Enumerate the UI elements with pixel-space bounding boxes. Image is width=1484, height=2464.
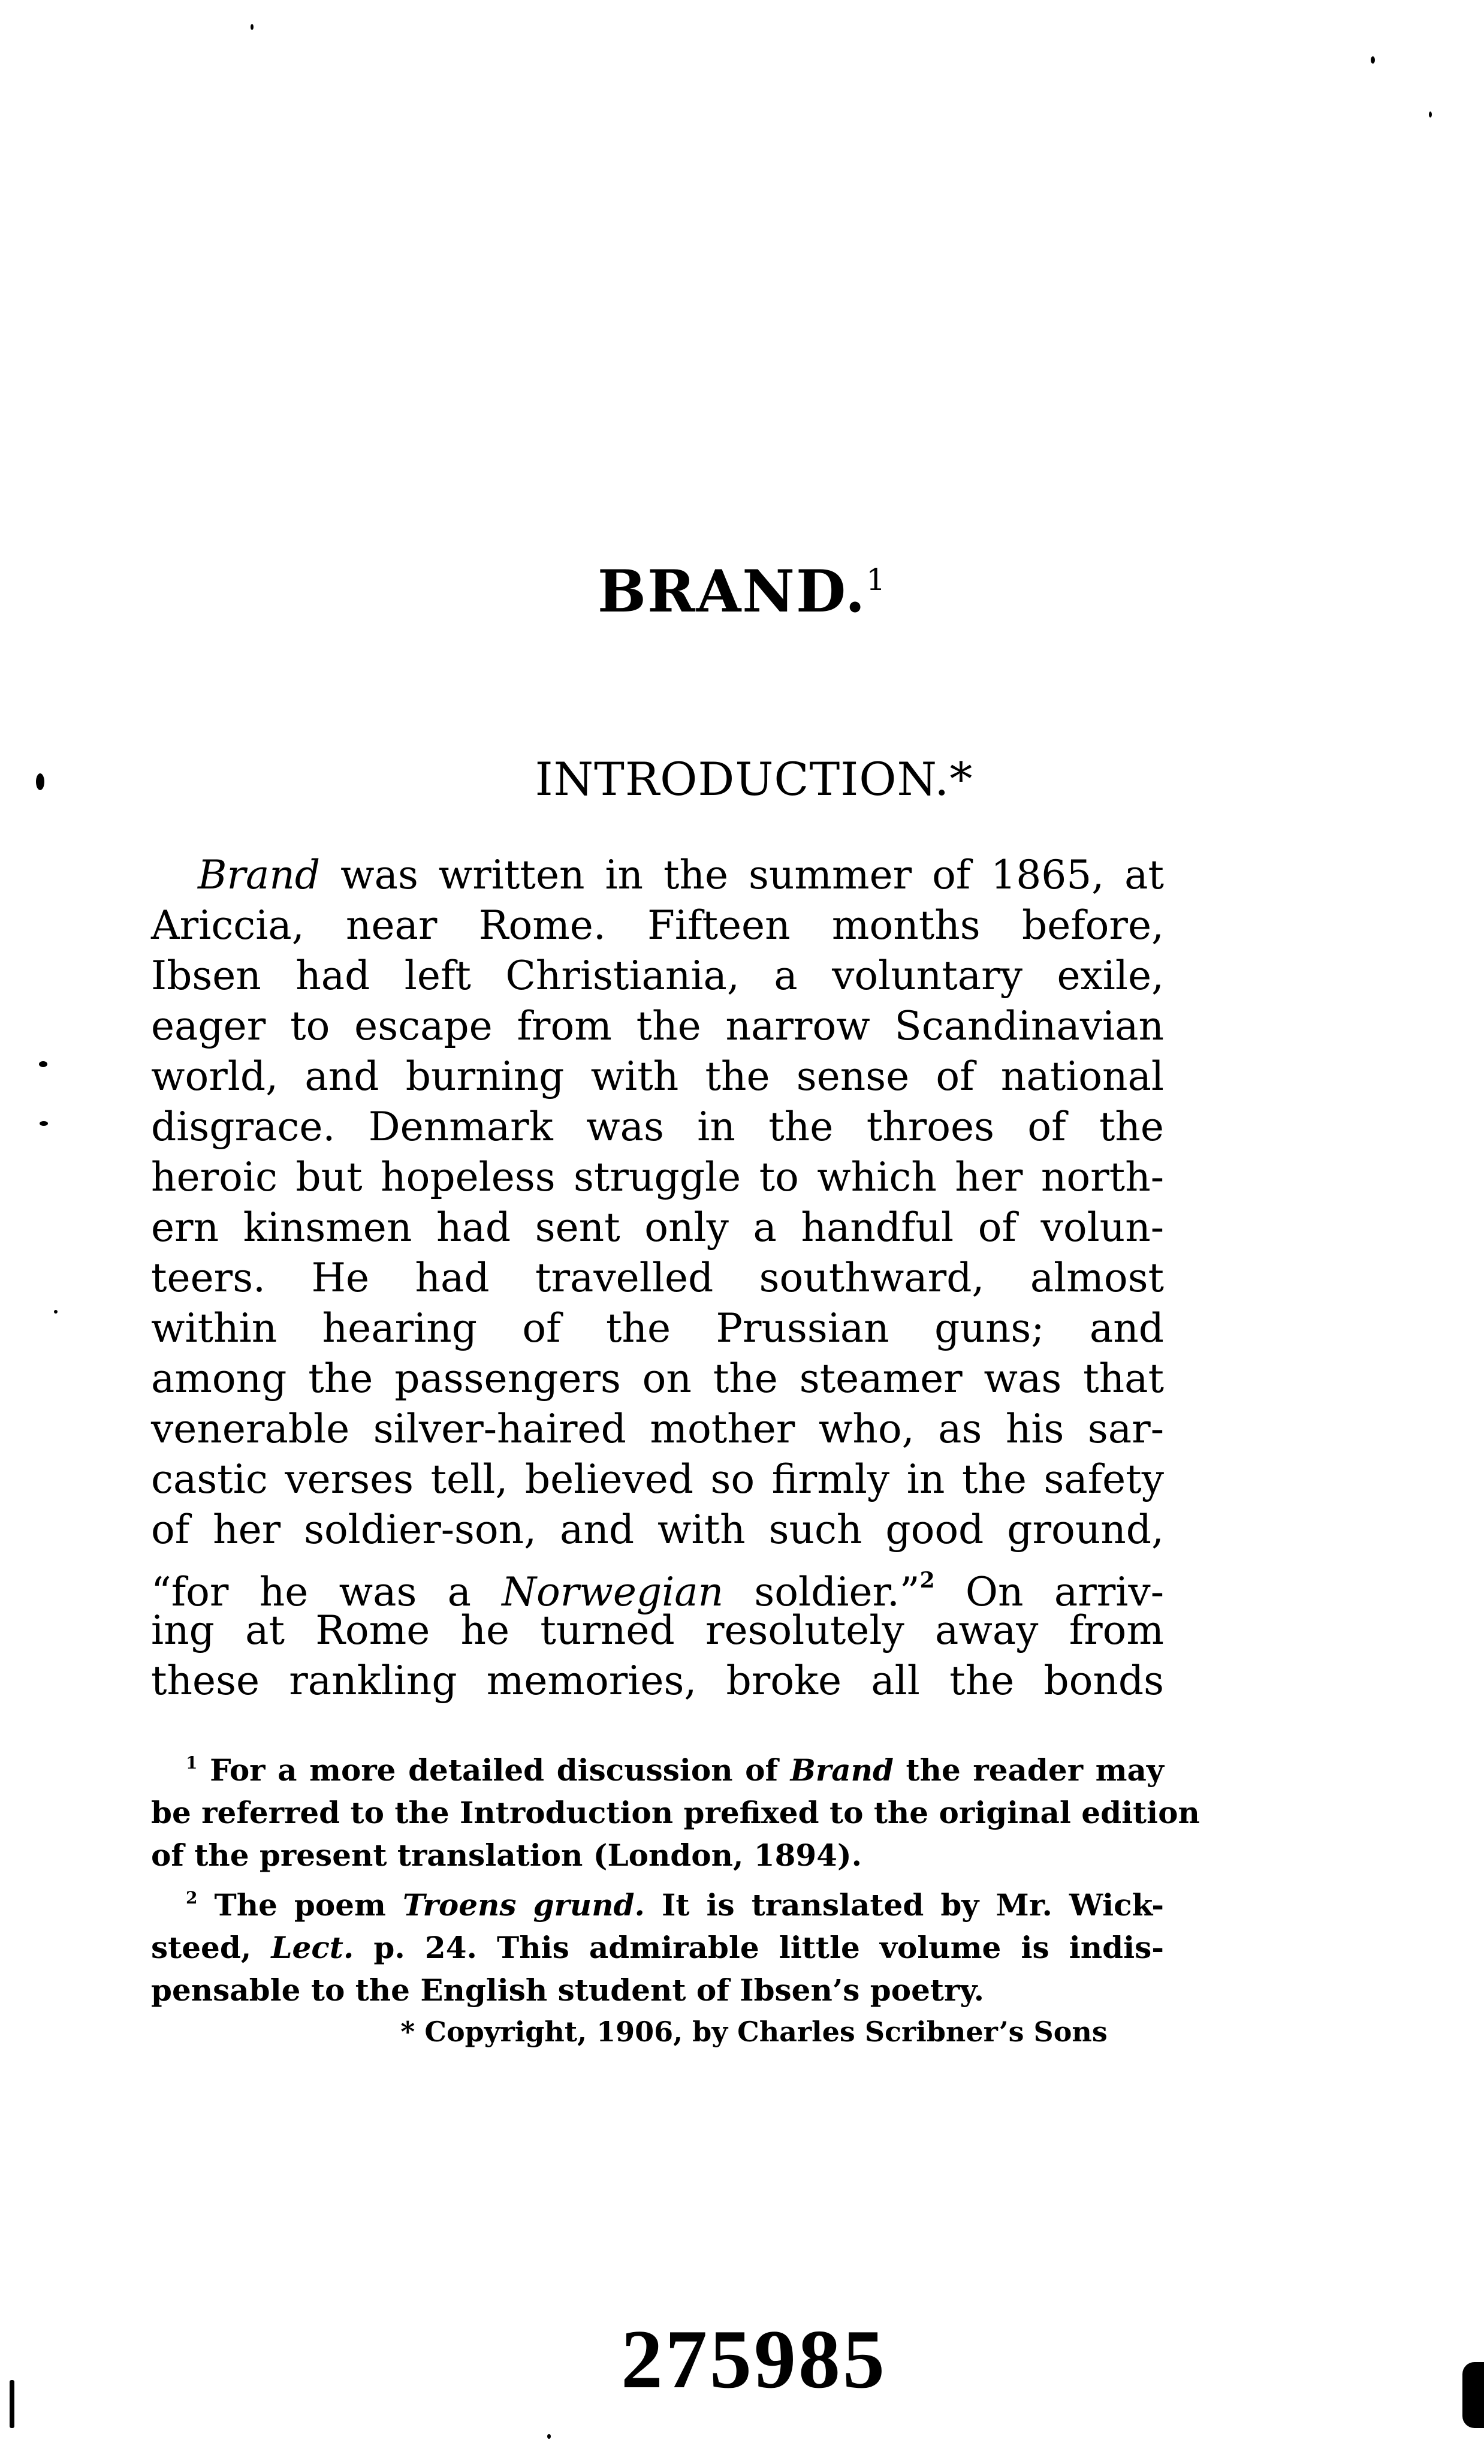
- body-line: [151, 951, 1164, 1001]
- body-line: [151, 1605, 1164, 1656]
- body-line: [151, 1152, 1164, 1203]
- text-run: eager to escape from the narrow Scandinavian: [151, 1003, 1164, 1049]
- text-run: heroic but hopeless struggle to which her north-: [151, 1154, 1164, 1200]
- text-run: these rankling memories, broke all the bonds: [151, 1658, 1164, 1704]
- scan-speck: [1371, 56, 1375, 64]
- text-run: teers. He had travelled southward, almost: [151, 1255, 1164, 1301]
- text-run: steed,: [151, 1930, 272, 1965]
- title-footnote-marker: 1: [866, 562, 887, 597]
- body-line: [151, 1052, 1164, 1102]
- text-run: The poem: [197, 1887, 403, 1923]
- text-run: soldier.”: [723, 1569, 920, 1615]
- text-run: ern kinsmen had sent only a handful of volun-: [151, 1204, 1164, 1251]
- text-run: of her soldier-son, and with such good ground,: [151, 1507, 1164, 1553]
- text-run: ing at Rome he turned resolutely away from: [151, 1607, 1164, 1653]
- footnote-line: [151, 1742, 1164, 1791]
- text-run: For a more detailed discussion of: [197, 1752, 791, 1788]
- footnotes: [151, 1742, 1200, 2011]
- body-line: [151, 1404, 1164, 1454]
- text-run: within hearing of the Prussian guns; and: [151, 1305, 1164, 1351]
- body-line: [151, 1303, 1164, 1354]
- body-line: [151, 1001, 1164, 1052]
- footnote-line: [151, 1791, 1200, 1834]
- italic-text: Troens grund.: [402, 1887, 645, 1923]
- text-run: “for he was a: [151, 1569, 502, 1615]
- text-run: disgrace. Denmark was in the throes of the: [151, 1104, 1164, 1150]
- scan-speck: [36, 773, 44, 790]
- footnote-line: [151, 1834, 1164, 1876]
- body-line: [151, 1203, 1164, 1253]
- text-run: was written in the summer of 1865, at: [320, 852, 1164, 898]
- italic-text: Brand: [198, 852, 321, 898]
- scan-speck: [251, 24, 254, 30]
- scan-speck: [10, 2380, 14, 2428]
- footnote-1: [151, 1742, 1200, 1876]
- body-line: [151, 1555, 1164, 1615]
- scan-speck: [54, 1310, 58, 1314]
- text-run: the reader may: [893, 1752, 1164, 1788]
- italic-text: Lect.: [271, 1930, 354, 1965]
- body-line: [151, 1102, 1164, 1152]
- play-title-text: BRAND.: [597, 558, 867, 625]
- text-run: p. 24. This admirable little volume is indis-: [354, 1930, 1164, 1965]
- body-line: [151, 900, 1164, 951]
- text-run: On arriv-: [934, 1569, 1164, 1615]
- scan-speck: [39, 1061, 47, 1067]
- scan-speck: [1429, 112, 1432, 118]
- text-run: venerable silver-haired mother who, as his sar-: [151, 1406, 1164, 1452]
- body-line: [151, 1253, 1164, 1303]
- text-run: world, and burning with the sense of national: [151, 1053, 1164, 1100]
- play-title: [0, 558, 1484, 625]
- body-line: [151, 1505, 1164, 1555]
- section-heading: INTRODUCTION.*: [535, 752, 973, 806]
- footnote-line: [151, 1876, 1164, 1926]
- text-run: among the passengers on the steamer was that: [151, 1355, 1164, 1402]
- text-run: Ibsen had left Christiania, a voluntary exile,: [151, 953, 1164, 999]
- text-run: of the present translation (London, 1894).: [151, 1838, 862, 1873]
- text-run: It is translated by Mr. Wick-: [644, 1887, 1164, 1923]
- body-line: [151, 1656, 1164, 1706]
- footnote-line: [151, 1969, 1164, 2011]
- introduction-body: [151, 850, 1164, 1706]
- body-line: [151, 1454, 1164, 1505]
- body-line: [151, 1354, 1164, 1404]
- footnote-2: [151, 1876, 1164, 2011]
- copyright-notice: * Copyright, 1906, by Charles Scribner’s Sons: [400, 2016, 1108, 2048]
- footnote-line: [151, 1926, 1164, 1969]
- text-run: Ariccia, near Rome. Fifteen months before,: [151, 902, 1164, 948]
- text-run: be referred to the Introduction prefixed to the original edition: [151, 1795, 1200, 1830]
- scan-speck: [40, 1121, 48, 1126]
- scan-speck: [547, 2434, 551, 2439]
- accession-number-stamp: 275985: [621, 2313, 887, 2406]
- italic-text: Norwegian: [502, 1569, 724, 1615]
- text-run: pensable to the English student of Ibsen’s poetry.: [151, 1972, 985, 2008]
- italic-text: Brand: [790, 1752, 894, 1788]
- body-line: [151, 850, 1164, 900]
- footnote-marker: 1: [186, 1753, 198, 1773]
- footnote-marker: 2: [919, 1568, 935, 1593]
- text-run: castic verses tell, believed so firmly in the safety: [151, 1456, 1164, 1502]
- scan-speck: [1462, 2362, 1484, 2428]
- footnote-marker: 2: [186, 1888, 198, 1908]
